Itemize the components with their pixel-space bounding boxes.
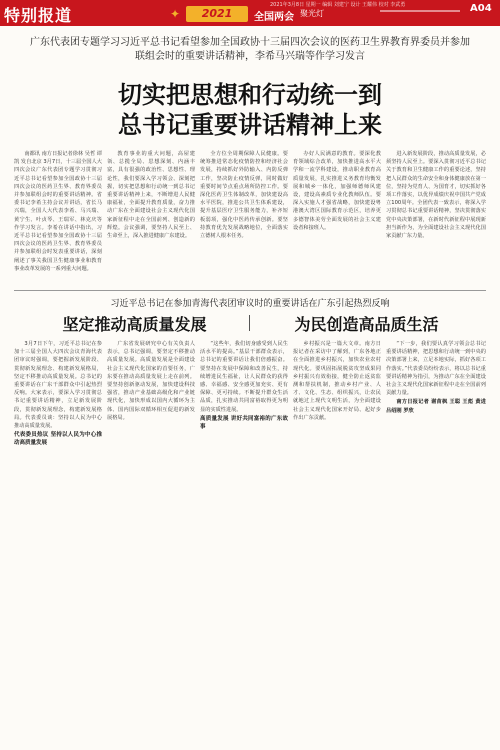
story2-column-2 bbox=[107, 340, 195, 740]
story2-paragraph: 广东省发展研究中心有关负责人表示，总书记强调，要坚定不移推动高质量发展。高质量发展是全面建设社会主义现代化国家的首要任务，广东要在推动高质量发展上走在前列。要坚持创新驱动发展，加快建设科技强省，推动产业基础高级化和产业链现代化，加快形成以国内大循环为主体、国内国际双循环相互促进的新发展格局。 bbox=[107, 341, 195, 421]
channel-sub-label: 聚光灯 bbox=[300, 9, 324, 18]
section-label: 特别报道 bbox=[4, 6, 73, 25]
title-divider bbox=[249, 315, 250, 331]
story1-column-4 bbox=[293, 150, 381, 286]
story2-subhead: 高质量发展 讲好共同富裕的广东故事 bbox=[200, 415, 288, 431]
story1-paragraph: 全方位全周期保障人民健康。要统筹推进常态化疫情防控和经济社会发展，持续抓好外防输入、内防反弹工作，坚决防止疫情反弹，同时做好重要时间节点重点场所防控工作。要深化医药卫生体制改革，加快建设高水平医院，推进公共卫生体系建设，提升基层医疗卫生服务能力，补齐短板弱项，强化中医药传承创新。要坚持教育优先发展战略地位，全面落实立德树人根本任务。 bbox=[200, 151, 288, 240]
page-number: A04 bbox=[470, 3, 492, 14]
channel-label: 全国两会 bbox=[254, 12, 294, 23]
story1-column-3 bbox=[200, 150, 288, 286]
story1-paragraph: 南都讯 南方日报记者徐林 吴哲 谭凯 发自北京 3月7日，十三届全国人大四次会议广东代表团专题学习贯彻习近平总书记看望参加全国政协十三届四次会议的医药卫生界、教育界委员并参加联组会时的重要讲话精神。省委书记李希主持会议并讲话，省长马兴瑞，全国人大代表李希、马兴瑞、黄宁生、叶贞琴、王瑞军、林克庆等作学习发言。李希在讲话中指出，习近平总书记看望参加全国政协十三届四次会议的医药卫生界、教育界委员并参加联组会时发表重要讲话，深刻阐述了事关我国卫生健康事业和教育事业改革发展的一系列重大问题。 bbox=[14, 151, 102, 272]
year-emblem: 2021 bbox=[186, 6, 248, 22]
story1-column-2 bbox=[107, 150, 195, 286]
story2-column-5 bbox=[386, 340, 486, 740]
story2-title-right: 为民创造高品质生活 bbox=[294, 315, 439, 334]
issue-meta: 2021年3月8日 星期一 编辑 刘建宁 设计 王耀伟 校对 李武勇 bbox=[270, 2, 406, 8]
masthead-bar bbox=[0, 0, 500, 26]
headline-line-1: 切实把思想和行动统一到 bbox=[118, 80, 382, 109]
story1-column-1 bbox=[14, 150, 102, 286]
story2-kicker: 习近平总书记在参加青海代表团审议时的重要讲话在广东引起热烈反响 bbox=[110, 299, 390, 309]
story2-column-3 bbox=[200, 340, 288, 740]
story2-byline: 南方日报记者 谢苗枫 王聪 王彪 黄进 吕绍刚 罗欣 bbox=[386, 399, 486, 414]
story2-column-1 bbox=[14, 340, 102, 740]
story2-column-4 bbox=[293, 340, 381, 740]
story2-title-left: 坚定推动高质量发展 bbox=[62, 315, 207, 334]
story1-intro: 广东代表团专题学习习近平总书记看望参加全国政协十三届四次会议的医药卫生界教育界委员并参加联组会时的重要讲话精神，李希马兴瑞等作学习发言 bbox=[30, 37, 470, 62]
story1-paragraph: 办好人民满意的教育。要深化教育领域综合改革，加快推进高水平大学和一流学科建设，推动职业教育高质量发展，扎实推进义务教育均衡发展和城乡一体化，加强师德师风建设，建设高素质专业化教师队伍。要深入实施人才强省战略，加快建设粤港澳大湾区国际教育示范区，培养更多德智体美劳全面发展的社会主义建设者和接班人。 bbox=[293, 151, 381, 231]
story1-paragraph: 教育事业的重大问题，高屋建瓴、总揽全局、思想深刻、内涵丰富，具有很强的政治性、思想性、理论性，我们要深入学习领会、深刻把握，切实把思想和行动统一到总书记重要讲话精神上来，不断增进人民健康福祉，全面提升教育质量，奋力推动广东在全面建设社会主义现代化国家新征程中走在全国前列、创造新的辉煌。会议强调，要坚持人民至上、生命至上，深入推进健康广东建设。 bbox=[107, 151, 195, 240]
story1-column-5 bbox=[386, 150, 486, 286]
story2-paragraph: 乡村振兴是一篇大文章。南方日报记者在采访中了解到，广东各地正在全面推进乡村振兴，加快农业农村现代化。要巩固拓展脱贫攻坚成果同乡村振兴有效衔接，健全防止返贫监测和帮扶机制，推动乡村产业、人才、文化、生态、组织振兴，让农民就地过上现代文明生活，为全面建设社会主义现代化国家开好局、起好步作出广东贡献。 bbox=[293, 341, 381, 421]
story2-subhead: 代表委员热议 坚持以人民为中心推动高质量发展 bbox=[14, 432, 102, 447]
story2-paragraph: “这些年，我们切身感受到人民生活水平的提高。”基层干部群众表示，总书记的重要讲话让我们倍感振奋。要坚持在发展中保障和改善民生，持续增进民生福祉，让人民群众的获得感、幸福感、安全感更加充实、更有保障、更可持续。不断提升群众生活品质，扎实推动共同富裕取得更为明显的实质性进展。 bbox=[200, 341, 288, 413]
star-icon: ✦ bbox=[170, 7, 181, 21]
story1-headline bbox=[14, 80, 486, 140]
decorative-rule bbox=[380, 10, 460, 12]
headline-line-2: 总书记重要讲话精神上来 bbox=[118, 110, 382, 139]
story2-paragraph: “下一步，我们要认真学习领会总书记重要讲话精神，把思想和行动统一到中央的决策部署上来，立足本地实际，抓好各项工作落实。”代表委员纷纷表示，将以总书记重要讲话精神为指引，为推动广东在全面建设社会主义现代化国家新征程中走在全国前列贡献力量。 bbox=[386, 341, 486, 397]
story1-paragraph: 进入新发展阶段，推动高质量发展，必须坚持人民至上。要深入贯彻习近平总书记关于教育和卫生健康工作的重要论述，坚持把人民群众的生命安全和身体健康放在第一位，坚持为党育人、为国育才，切实抓好各项工作落实，以优异成绩庆祝中国共产党成立100周年。全团代表一致表示，将深入学习贯彻总书记重要讲话精神，坚决贯彻落实党中央决策部署，在新时代新征程中展现新担当新作为，为全面建设社会主义现代化国家贡献广东力量。 bbox=[386, 151, 486, 240]
section-divider bbox=[14, 290, 486, 291]
story2-paragraph: 3月7日下午，习近平总书记在参加十三届全国人大四次会议青海代表团审议时强调，要把握新发展阶段、贯彻新发展理念、构建新发展格局，坚定不移推动高质量发展。总书记的重要讲话在广东干部群众中引起热烈反响。大家表示，要深入学习贯彻总书记重要讲话精神，立足新发展阶段，贯彻新发展理念，构建新发展格局。代表委员谈：坚持以人民为中心推动高质量发展。 bbox=[14, 341, 102, 430]
